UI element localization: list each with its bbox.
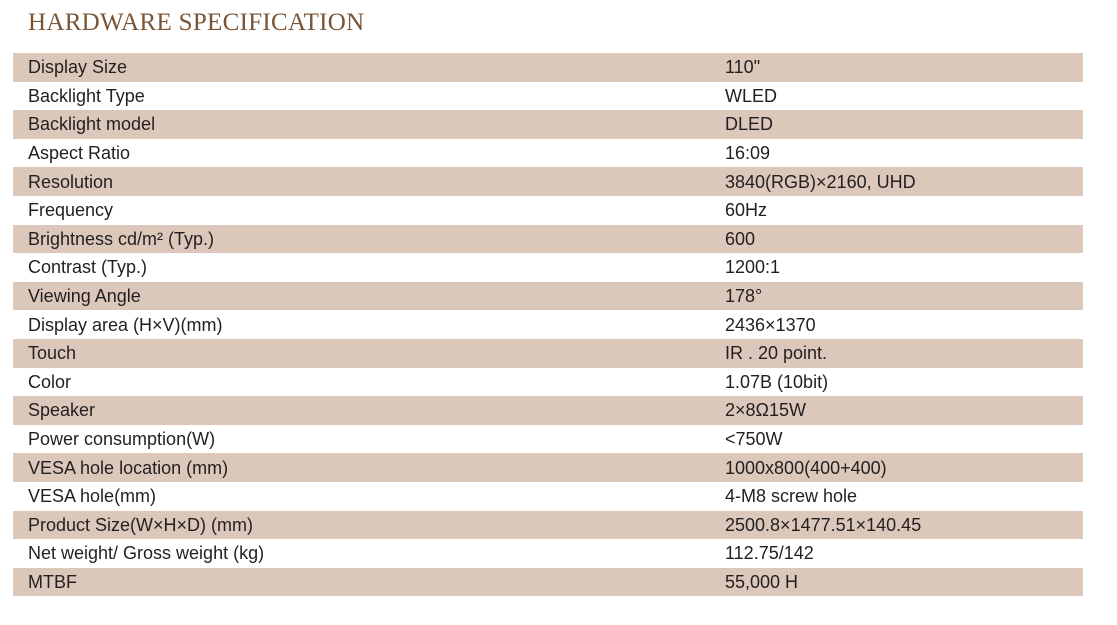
- spec-value: 1200:1: [725, 253, 1083, 282]
- table-row: [13, 196, 1083, 225]
- spec-value: 16:09: [725, 139, 1083, 168]
- spec-value: 2436×1370: [725, 310, 1083, 339]
- table-row: [13, 453, 1083, 482]
- table-row: [13, 53, 1083, 82]
- table-row: [13, 482, 1083, 511]
- table-row: [13, 539, 1083, 568]
- table-row: [13, 310, 1083, 339]
- table-row: [13, 282, 1083, 311]
- spec-value: 1.07B (10bit): [725, 368, 1083, 397]
- spec-label: Brightness cd/m² (Typ.): [13, 225, 725, 254]
- spec-label: Touch: [13, 339, 725, 368]
- spec-value: 2×8Ω15W: [725, 396, 1083, 425]
- spec-label: Frequency: [13, 196, 725, 225]
- spec-label: VESA hole location (mm): [13, 453, 725, 482]
- table-row: [13, 568, 1083, 597]
- spec-label: Display area (H×V)(mm): [13, 310, 725, 339]
- table-row: [13, 167, 1083, 196]
- table-row: [13, 82, 1083, 111]
- spec-value: DLED: [725, 110, 1083, 139]
- table-row: [13, 110, 1083, 139]
- spec-table-body: [13, 53, 1083, 596]
- spec-value: IR . 20 point.: [725, 339, 1083, 368]
- table-row: [13, 396, 1083, 425]
- spec-label: Power consumption(W): [13, 425, 725, 454]
- table-row: [13, 425, 1083, 454]
- table-row: [13, 253, 1083, 282]
- spec-label: MTBF: [13, 568, 725, 597]
- spec-value: <750W: [725, 425, 1083, 454]
- spec-value: WLED: [725, 82, 1083, 111]
- page-title: HARDWARE SPECIFICATION: [28, 9, 365, 36]
- spec-value: 600: [725, 225, 1083, 254]
- spec-value: 4-M8 screw hole: [725, 482, 1083, 511]
- table-row: [13, 368, 1083, 397]
- spec-label: Backlight model: [13, 110, 725, 139]
- table-row: [13, 139, 1083, 168]
- spec-value: 178°: [725, 282, 1083, 311]
- spec-label: Net weight/ Gross weight (kg): [13, 539, 725, 568]
- spec-label: Viewing Angle: [13, 282, 725, 311]
- spec-table: [13, 53, 1083, 596]
- spec-value: 60Hz: [725, 196, 1083, 225]
- spec-label: Backlight Type: [13, 82, 725, 111]
- spec-value: 110": [725, 53, 1083, 82]
- spec-value: 3840(RGB)×2160, UHD: [725, 167, 1083, 196]
- spec-value: 55,000 H: [725, 568, 1083, 597]
- spec-label: Aspect Ratio: [13, 139, 725, 168]
- spec-value: 2500.8×1477.51×140.45: [725, 511, 1083, 540]
- spec-value: 112.75/142: [725, 539, 1083, 568]
- spec-label: Resolution: [13, 167, 725, 196]
- spec-label: Display Size: [13, 53, 725, 82]
- spec-label: Color: [13, 368, 725, 397]
- table-row: [13, 225, 1083, 254]
- spec-label: Speaker: [13, 396, 725, 425]
- spec-label: Contrast (Typ.): [13, 253, 725, 282]
- table-row: [13, 339, 1083, 368]
- spec-label: Product Size(W×H×D) (mm): [13, 511, 725, 540]
- spec-value: 1000x800(400+400): [725, 453, 1083, 482]
- spec-label: VESA hole(mm): [13, 482, 725, 511]
- table-row: [13, 511, 1083, 540]
